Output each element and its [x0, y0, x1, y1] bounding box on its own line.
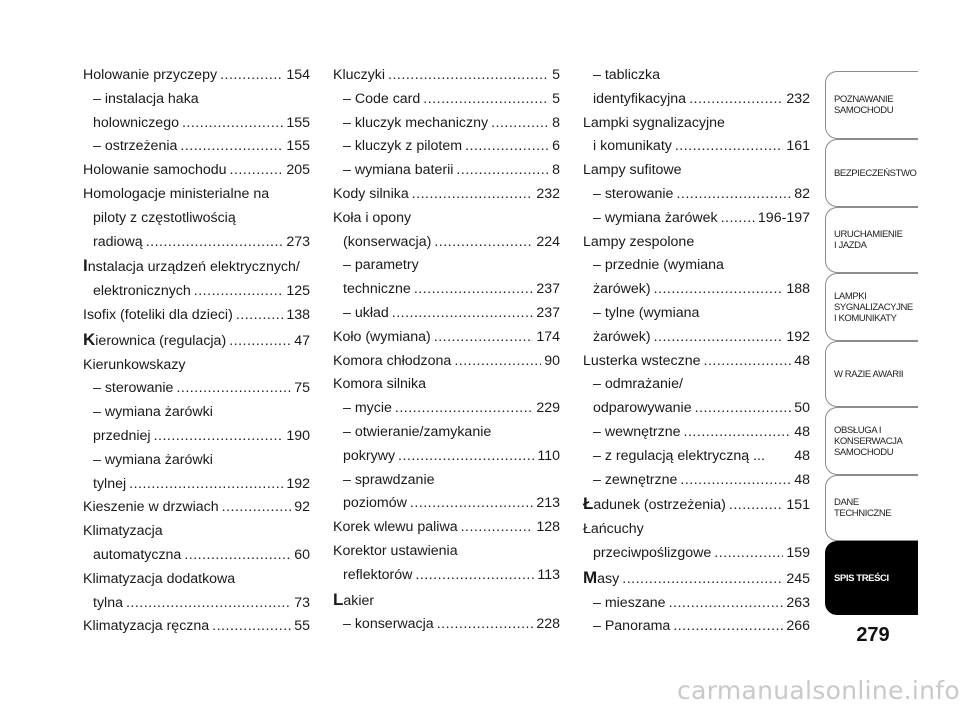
index-entry [333, 613, 560, 637]
tab-spis-treści[interactable] [825, 541, 918, 615]
tab-label: SPIS TREŚCI [834, 572, 889, 584]
page-ref[interactable]: 192 [286, 475, 310, 492]
page-ref[interactable]: 113 [537, 566, 560, 583]
section-tabs [825, 71, 918, 615]
dot-leader [491, 112, 549, 136]
index-entry-text: odparowywanie [593, 400, 692, 417]
page-ref[interactable]: 92 [294, 499, 310, 516]
page-ref[interactable]: 205 [286, 162, 310, 179]
dot-leader [654, 326, 784, 350]
page-ref[interactable]: 138 [286, 306, 310, 323]
index-entry-text: Komora chłodzona [333, 352, 452, 369]
tab-label: SAMOCHODU [834, 446, 894, 458]
index-entry-text: – wymiana żarówki [93, 404, 213, 421]
page-ref[interactable]: 8 [552, 162, 560, 179]
dot-leader [704, 350, 792, 374]
index-entry-text: Kieszenie w drzwiach [83, 499, 219, 516]
index-entry [83, 496, 310, 520]
index-entry-text: – tylne (wymiana [593, 304, 700, 321]
index-entry-text: – otwieranie/zamykanie [343, 423, 492, 440]
dot-leader [454, 350, 541, 374]
page-ref[interactable]: 48 [794, 352, 810, 369]
tab-label: LAMPKI [834, 290, 867, 302]
dot-leader [154, 425, 284, 449]
index-entry-text: – instalacja haka [93, 90, 199, 107]
index-entry-text: – mycie [343, 400, 392, 417]
dot-leader [212, 615, 291, 639]
index-entry [583, 183, 810, 207]
page-ref[interactable]: 263 [786, 594, 810, 611]
page-ref[interactable]: 125 [286, 283, 310, 300]
page-ref[interactable]: 196-197 [757, 209, 810, 226]
index-entry [333, 350, 560, 374]
tab-label: POZNAWANIE [834, 94, 894, 105]
index-entry-text: Holowanie przyczepy [83, 67, 218, 83]
index-entry-text: żarówek) [593, 328, 651, 345]
page-ref[interactable]: 6 [552, 138, 560, 155]
index-entry-text: – mieszane [593, 594, 666, 611]
index-entry [583, 592, 810, 616]
index-entry [583, 159, 810, 183]
index-entry-text: i komunikaty [593, 138, 672, 155]
dot-leader [654, 278, 784, 302]
index-entry [333, 373, 560, 397]
index-entry [583, 518, 810, 566]
page-ref[interactable]: 90 [544, 352, 560, 369]
index-entry-text: Klimatyzacja ręczna [83, 618, 210, 635]
index-entry-text: (konserwacja) [343, 233, 432, 250]
dot-leader [412, 183, 534, 207]
index-entry [83, 615, 310, 639]
tab-bezpieczeństwo[interactable] [825, 139, 918, 207]
dot-leader [729, 494, 783, 518]
dot-leader [222, 496, 292, 520]
index-entry [333, 254, 560, 302]
index-entry [83, 449, 310, 497]
index-entry-text: Kluczyki [333, 67, 386, 83]
dot-leader [220, 64, 283, 88]
dot-leader [414, 278, 534, 302]
page-ref[interactable]: 237 [536, 304, 560, 321]
dot-leader [126, 592, 291, 616]
page-ref[interactable]: 273 [286, 233, 310, 250]
index-entry-text: Lampy zespolone [583, 233, 695, 250]
index-entry-text: Homologacje ministerialne na [83, 185, 270, 202]
index-entry-text: – odmrażanie/ [593, 376, 683, 393]
index-entry-text: piloty z częstotliwością [93, 209, 236, 226]
index-entry [583, 492, 810, 518]
index-entry-text: – kluczyk mechaniczny [343, 114, 489, 131]
page-ref[interactable]: 266 [786, 618, 810, 635]
tab-label: I KOMUNIKATY [834, 312, 897, 324]
page-ref[interactable]: 237 [536, 281, 560, 298]
index-entry-text: Korektor ustawienia [333, 542, 458, 559]
index-entry [83, 254, 310, 304]
watermark: carmanualsonline.info [677, 676, 960, 705]
index-column-1 [83, 64, 310, 639]
index-entry [583, 445, 810, 469]
index-entry [583, 207, 810, 231]
index-entry-text: – sterowanie [593, 185, 674, 202]
index-entry-text: Koła i opony [333, 209, 412, 226]
dot-leader [675, 135, 783, 159]
page-ref[interactable]: 48 [794, 447, 810, 464]
dot-leader [236, 304, 284, 328]
index-entry [83, 354, 310, 378]
index-entry [333, 397, 560, 421]
tab-label: SAMOCHODU [834, 105, 894, 116]
tab-label: OBSŁUGA I [834, 424, 882, 436]
page-ref[interactable]: 73 [294, 594, 310, 611]
dot-leader [392, 302, 534, 326]
index-entry-text: Lampy sufitowe [583, 162, 682, 179]
dot-leader [434, 231, 533, 255]
index-entry-text: Korek wlewu paliwa [333, 519, 458, 536]
dot-leader [684, 421, 792, 445]
index-entry [583, 350, 810, 374]
index-entry-text: – wymiana baterii [343, 162, 454, 179]
index-entry-text: – parametry [343, 257, 419, 274]
index-entry-text: żarówek) [593, 281, 651, 298]
dot-leader [437, 613, 534, 637]
index-entry [583, 421, 810, 445]
page-ref[interactable]: 159 [786, 544, 810, 561]
page-ref[interactable]: 48 [794, 423, 810, 440]
index-entry-text: Lusterka wsteczne [583, 352, 701, 369]
index-entry-text: Ładunek (ostrzeżenia) [583, 494, 726, 514]
tab-label: SYGNALIZACYJNE [834, 301, 913, 313]
index-entry-text: techniczne [343, 281, 411, 298]
dot-leader [465, 135, 549, 159]
index-entry-text: tylnej [93, 475, 127, 492]
dot-leader [229, 330, 291, 354]
index-entry-text: elektronicznych [93, 283, 191, 300]
dot-leader [398, 445, 534, 469]
tab-obsługa-i-konserwacja-samochodu[interactable] [825, 407, 918, 475]
index-entry [83, 88, 310, 136]
page-ref[interactable]: 224 [536, 233, 560, 250]
tab-dane-techniczne[interactable] [825, 475, 918, 541]
index-entry [83, 328, 310, 354]
page-ref[interactable]: 232 [536, 185, 560, 202]
tab-label: URUCHAMIENIE [834, 229, 903, 240]
page-ref[interactable]: 213 [536, 495, 560, 512]
index-entry-text: przeciwpoślizgowe [593, 544, 712, 561]
tab-label: W RAZIE AWARII [834, 368, 904, 380]
index-entry-text: Lakier [333, 589, 375, 609]
dot-leader [673, 615, 783, 639]
index-entry-text: Lampki sygnalizacyjne [583, 114, 725, 131]
index-entry [83, 520, 310, 568]
index-entry-text: Masy [583, 567, 620, 587]
index-entry-text: – kluczyk z pilotem [343, 138, 463, 155]
page-ref[interactable]: 232 [786, 90, 810, 107]
index-entry [83, 135, 310, 159]
index-entry [333, 469, 560, 517]
page-ref[interactable]: 55 [294, 618, 310, 635]
tab-w-razie-awarii[interactable] [825, 341, 918, 407]
dot-leader [423, 88, 549, 112]
index-entry-text: Komora silnika [333, 376, 427, 393]
index-entry-text: – Code card [343, 90, 421, 107]
tab-label: DANE TECHNICZNE [834, 497, 892, 519]
index-entry [583, 469, 810, 493]
index-entry-text: Klimatyzacja [83, 523, 163, 540]
page-ref[interactable]: 190 [286, 427, 310, 444]
index-entry [583, 64, 810, 112]
index-entry [583, 566, 810, 592]
index-entry [333, 183, 560, 207]
dot-leader [714, 542, 783, 566]
dot-leader [415, 564, 534, 588]
index-entry [583, 615, 810, 639]
index-entry-text: automatyczna [93, 546, 182, 563]
index-entry [83, 401, 310, 449]
index-entry-text: Kierunkowskazy [83, 356, 186, 373]
page-ref[interactable]: 75 [294, 380, 310, 397]
page-ref[interactable]: 154 [286, 67, 310, 83]
index-entry-text: – zewnętrzne [593, 471, 678, 488]
dot-leader [182, 112, 283, 136]
index-entry-text: holowniczego [93, 114, 179, 131]
index-entry [333, 326, 560, 350]
dot-leader [129, 473, 283, 497]
tab-lampki-sygnalizacyjne-i-komunikaty[interactable] [825, 273, 918, 341]
index-entry-text: – ostrzeżenia [93, 138, 178, 155]
dot-leader [456, 159, 549, 183]
index-entry [333, 207, 560, 255]
index-entry-text: – wymiana żarówki [93, 451, 213, 468]
index-entry [333, 302, 560, 326]
index-entry-text: reflektorów [343, 566, 413, 583]
dot-leader [680, 469, 791, 493]
index-entry-text: – sterowanie [93, 380, 174, 397]
page-ref[interactable]: 151 [786, 497, 810, 514]
dot-leader [395, 397, 533, 421]
dot-leader [180, 135, 283, 159]
dot-leader [689, 88, 783, 112]
page-number: 279 [856, 624, 890, 646]
tab-poznawanie-samochodu[interactable] [825, 71, 918, 139]
index-entry [333, 588, 560, 614]
index-entry [583, 373, 810, 421]
index-entry-text: identyfikacyjna [593, 90, 687, 107]
index-column-3 [583, 64, 810, 639]
index-entry-text: – wewnętrzne [593, 423, 681, 440]
index-entry-text: – sprawdzanie [343, 471, 435, 488]
index-entry-text: Instalacja urządzeń elektrycznych/ [83, 256, 300, 276]
page-ref[interactable]: 188 [786, 281, 810, 298]
index-entry-text: Koło (wymiana) [333, 328, 431, 345]
dot-leader [146, 231, 284, 255]
tab-label: KONSERWACJA [834, 435, 903, 447]
dot-leader [194, 280, 284, 304]
index-entry-text: – układ [343, 304, 389, 321]
page-ref[interactable]: 5 [552, 90, 560, 107]
index-entry [83, 183, 310, 254]
index-entry [333, 159, 560, 183]
dot-leader [676, 183, 791, 207]
page-ref[interactable]: 245 [786, 570, 810, 587]
index-entry [83, 568, 310, 616]
index-entry [83, 159, 310, 183]
dot-leader [461, 516, 534, 540]
page-ref[interactable]: 155 [286, 114, 310, 131]
index-entry [333, 88, 560, 112]
page-ref[interactable]: 128 [536, 519, 560, 536]
page-ref[interactable]: 47 [294, 332, 310, 349]
index-entry [583, 112, 810, 160]
dot-leader [176, 377, 291, 401]
index-entry [333, 421, 560, 469]
page-ref[interactable]: 228 [536, 616, 560, 633]
index-entry [83, 377, 310, 401]
index-entry-text: tylna [93, 594, 123, 611]
index-entry-text: – przednie (wymiana [593, 257, 724, 274]
page-ref[interactable]: 155 [286, 138, 310, 155]
index-entry [333, 135, 560, 159]
page-ref[interactable]: 110 [537, 447, 560, 464]
tab-label: BEZPIECZEŃSTWO [834, 167, 917, 179]
page-ref[interactable]: 5 [552, 67, 560, 83]
page-ref[interactable]: 229 [536, 400, 560, 417]
index-entry [583, 254, 810, 302]
index-entry-text: poziomów [343, 495, 407, 512]
index-entry-text: – wymiana żarówek [593, 209, 718, 226]
index-entry [83, 64, 310, 88]
index-entry-text: – tabliczka [593, 67, 661, 83]
dot-leader [184, 544, 291, 568]
index-entry [583, 302, 810, 350]
dot-leader [410, 492, 533, 516]
index-entry-text: Klimatyzacja dodatkowa [83, 570, 236, 587]
index-entry-text: – konserwacja [343, 616, 434, 633]
index-entry [83, 304, 310, 328]
page-ref[interactable]: 50 [794, 400, 810, 417]
index-entry [333, 112, 560, 136]
page-ref[interactable]: 48 [794, 471, 810, 488]
index-entry-text: – Panorama [593, 618, 671, 635]
page-ref[interactable]: 161 [786, 138, 810, 155]
tab-label: I JAZDA [834, 240, 867, 251]
index-entry [333, 540, 560, 588]
page-ref[interactable]: 82 [794, 185, 810, 202]
dot-leader [669, 592, 784, 616]
dot-leader [622, 568, 783, 592]
index-entry-text: Łańcuchy [583, 521, 644, 538]
index-entry-text: Holowanie samochodu [83, 162, 227, 179]
index-entry-text: pokrywy [343, 447, 396, 464]
page-ref[interactable]: 60 [294, 546, 310, 563]
page-ref[interactable]: 174 [536, 328, 560, 345]
page-ref[interactable]: 8 [552, 114, 560, 131]
index-entry-text: Kody silnika [333, 185, 409, 202]
index-entry [583, 231, 810, 255]
dot-leader [721, 207, 755, 231]
tab-uruchamienie-i-jazda[interactable] [825, 207, 918, 273]
index-entry-text: radiową [93, 233, 143, 250]
index-column-2 [333, 64, 560, 637]
index-entry [333, 516, 560, 540]
dot-leader [695, 397, 792, 421]
index-entry-text: – z regulacją elektryczną ... [593, 447, 765, 464]
index-entry-text: Isofix (foteliki dla dzieci) [83, 306, 233, 323]
index-entry [333, 64, 560, 88]
dot-leader [388, 64, 549, 88]
dot-leader [434, 326, 534, 350]
index-entry-text: przedniej [93, 427, 151, 444]
dot-leader [230, 159, 284, 183]
index-entry-text: Kierownica (regulacja) [83, 329, 227, 349]
page-ref[interactable]: 192 [786, 328, 810, 345]
